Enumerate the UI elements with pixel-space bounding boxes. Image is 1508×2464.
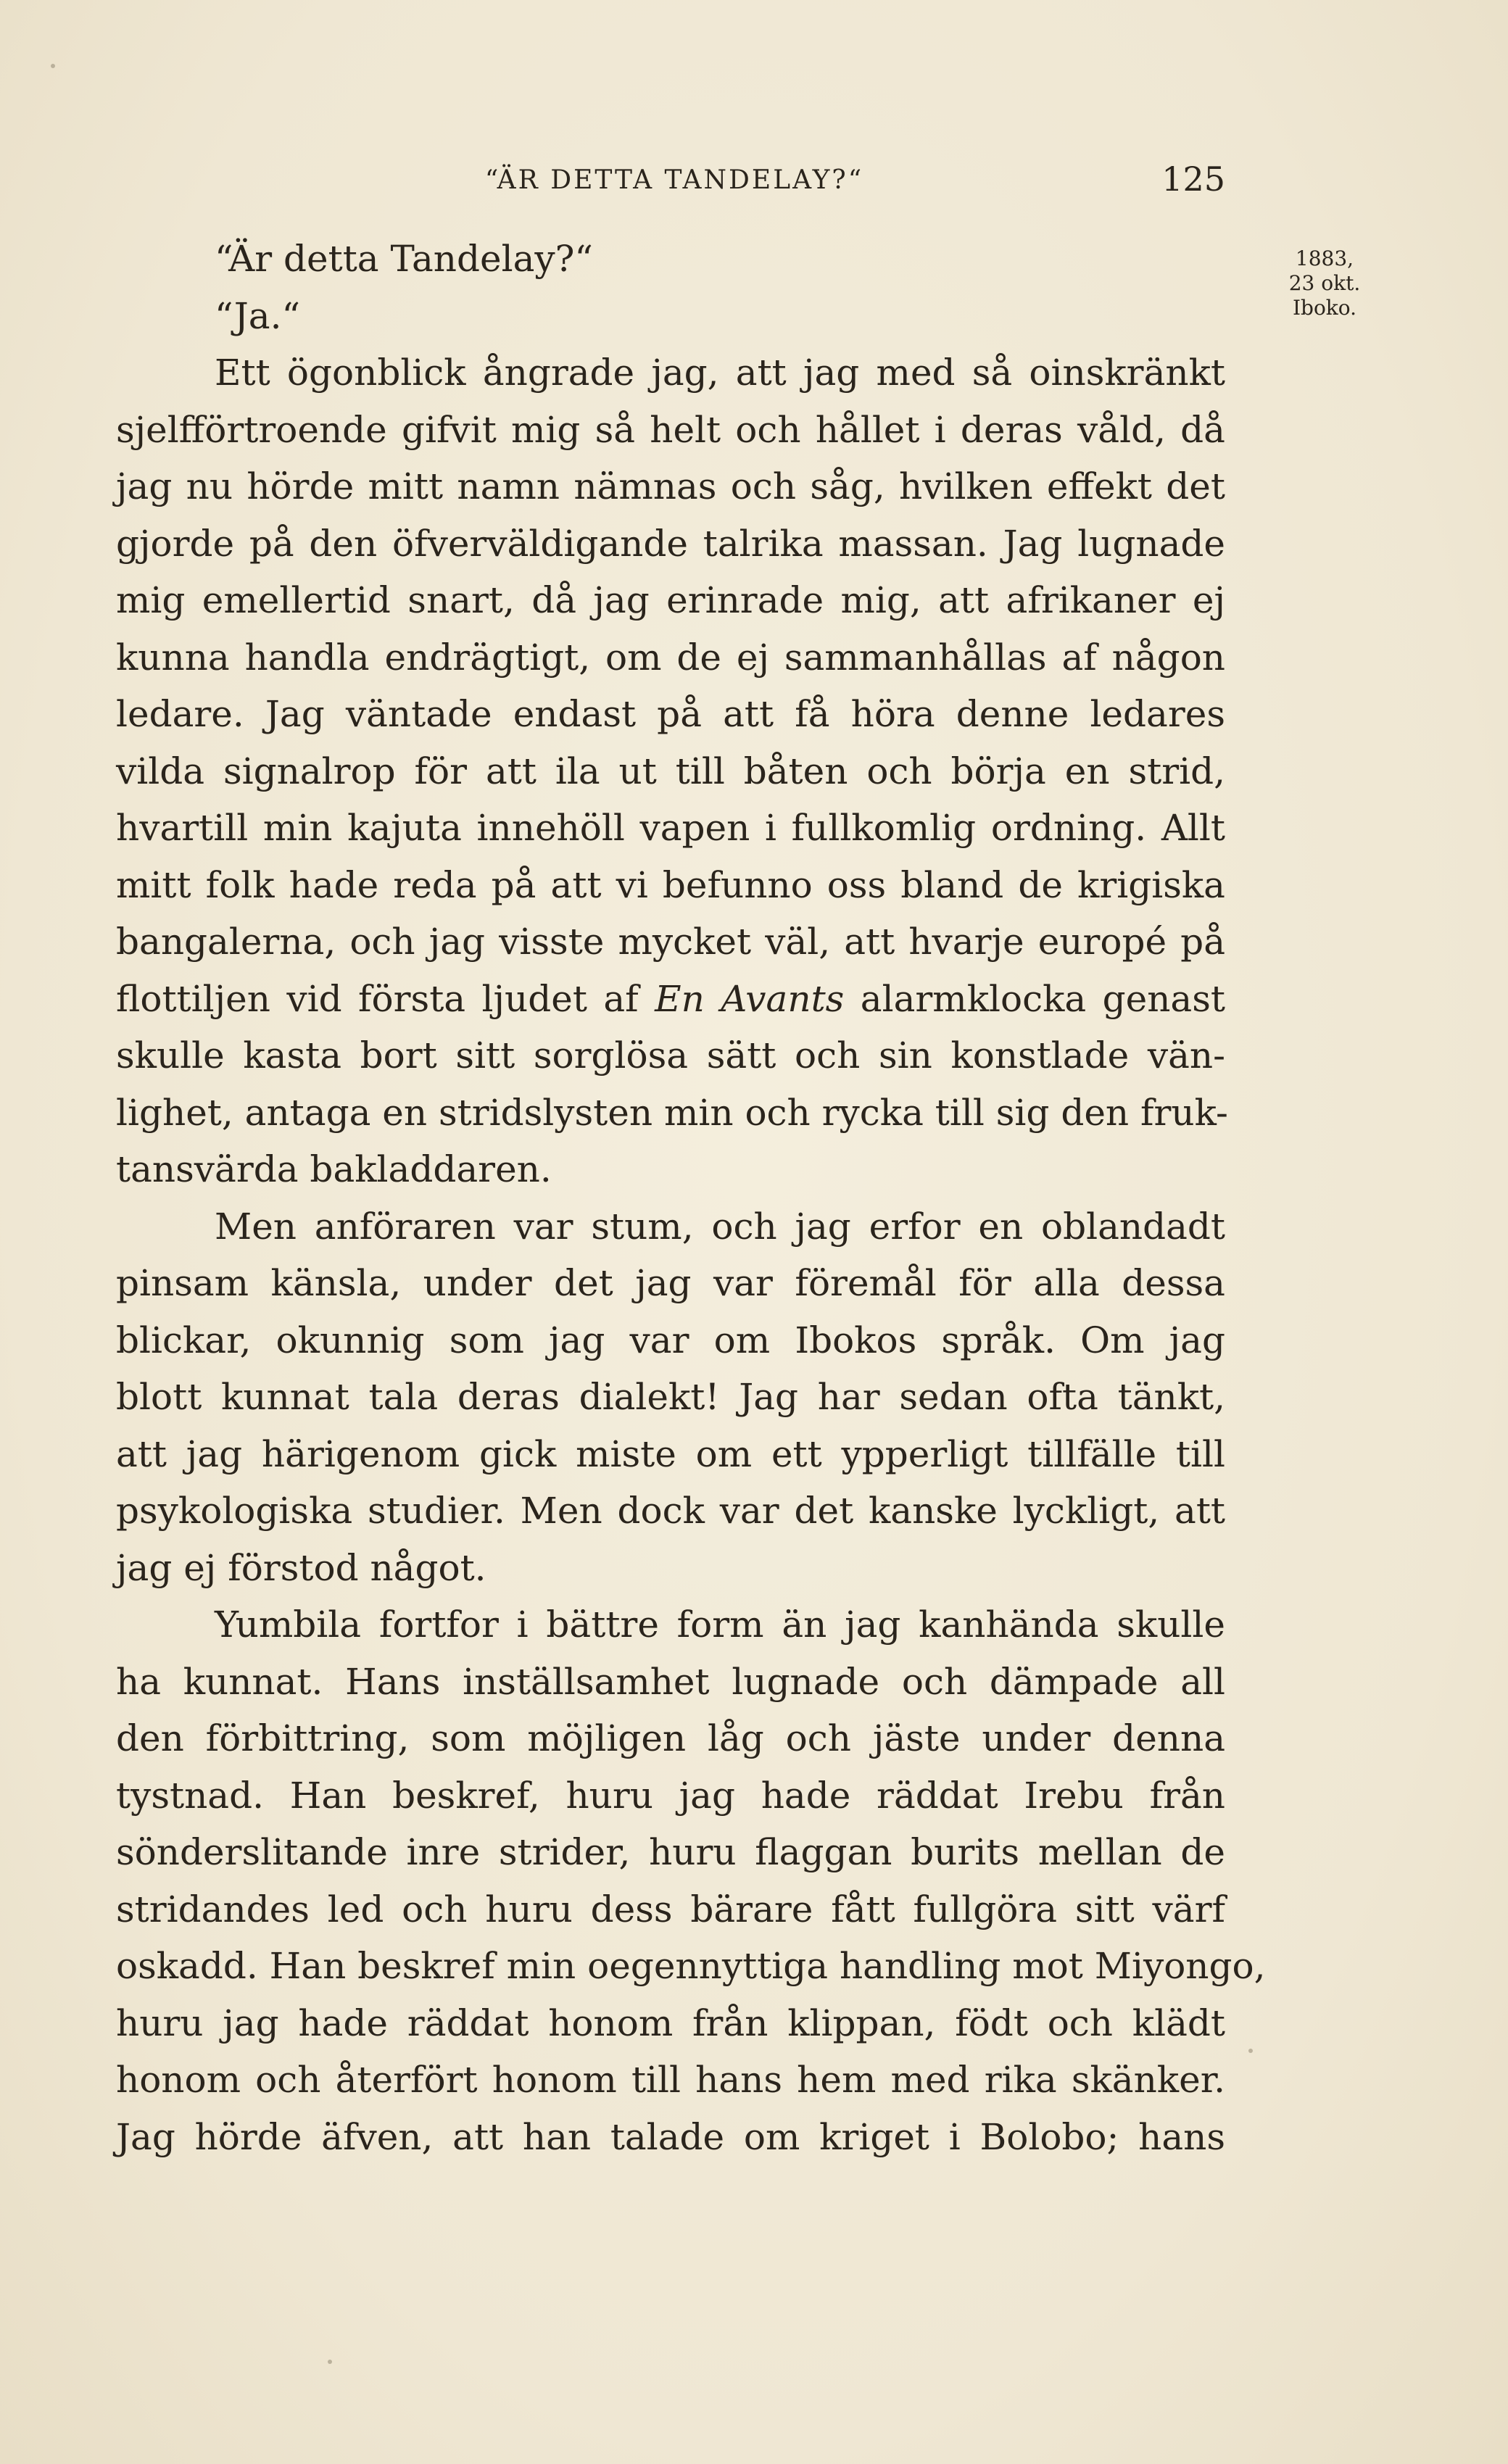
margin-note-date: 23 okt. <box>1288 271 1361 295</box>
text-line: Ett ögonblick ångrade jag, att jag med så oinskränkt <box>215 352 1225 394</box>
text-line: pinsam känsla, under det jag var föremål för alla dessa <box>116 1262 1225 1304</box>
text-line: sönderslitande inre strider, huru flaggan burits mellan de <box>116 1831 1225 1873</box>
text-line: stridandes led och huru dess bärare fått fullgöra sitt värf <box>116 1888 1225 1930</box>
paper-speck <box>328 2360 332 2364</box>
paper-speck <box>1248 2049 1253 2053</box>
text-line: hvartill min kajuta innehöll vapen i fullkomlig ordning. Allt <box>116 807 1225 849</box>
margin-note <box>1270 246 1379 320</box>
page-number: 125 <box>1161 159 1225 199</box>
text-line: kunna handla endrägtigt, om de ej sammanhållas af någon <box>116 636 1225 679</box>
text-line: “Ja.“ <box>215 294 301 337</box>
text-line: gjorde på den öfverväldigande talrika massan. Jag lugnade <box>116 522 1225 565</box>
running-head-title: “ÄR DETTA TANDELAY?“ <box>484 165 864 195</box>
text-line: huru jag hade räddat honom från klippan, födt och klädt <box>116 2002 1225 2044</box>
margin-note-year: 1883, <box>1295 246 1354 270</box>
paper-speck <box>51 64 55 68</box>
text-line: Yumbila fortfor i bättre form än jag kanhända skulle <box>215 1604 1225 1646</box>
text-line: jag nu hörde mitt namn nämnas och såg, hvilken effekt det <box>116 465 1225 507</box>
text-line: lighet, antaga en stridslysten min och rycka till sig den fruk- <box>116 1091 1228 1134</box>
text-line: “Är detta Tandelay?“ <box>215 238 593 280</box>
text-line: Men anföraren var stum, och jag erfor en oblandadt <box>215 1205 1225 1248</box>
text-line: blickar, okunnig som jag var om Ibokos språk. Om jag <box>116 1319 1225 1361</box>
text-line: ha kunnat. Hans inställsamhet lugnade och dämpade all <box>116 1660 1225 1703</box>
text-line: ledare. Jag väntade endast på att få höra denne ledares <box>116 693 1225 735</box>
text-line: skulle kasta bort sitt sorglösa sätt och sin konstlade vän- <box>116 1034 1225 1077</box>
running-head <box>123 159 1225 209</box>
text-line: sjelfförtroende gifvit mig så helt och hållet i deras våld, då <box>116 408 1225 451</box>
margin-note-place: Iboko. <box>1292 296 1357 320</box>
text-line: bangalerna, och jag visste mycket väl, att hvarje europé på <box>116 921 1225 963</box>
text-segment: flottiljen vid första ljudet af <box>116 977 639 1020</box>
body-text <box>116 231 1266 2165</box>
text-line: tystnad. Han beskref, huru jag hade räddat Irebu från <box>116 1774 1225 1817</box>
text-segment: alarmklocka genast <box>860 977 1225 1020</box>
text-line: psykologiska studier. Men dock var det kanske lyckligt, att <box>116 1490 1225 1532</box>
text-line: mitt folk hade reda på att vi befunno oss bland de krigiska <box>116 863 1225 906</box>
text-line: Jag hörde äfven, att han talade om kriget i Bolobo; hans <box>116 2115 1225 2158</box>
text-line: mig emellertid snart, då jag erinrade mig, att afrikaner ej <box>116 579 1225 621</box>
text-line: att jag härigenom gick miste om ett ypperligt tillfälle till <box>116 1432 1225 1475</box>
text-line: honom och återfört honom till hans hem med rika skänker. <box>116 2059 1225 2101</box>
text-line: blott kunnat tala deras dialekt! Jag har sedan ofta tänkt, <box>116 1376 1225 1418</box>
text-line: oskadd. Han beskref min oegennyttiga handling mot Miyongo, <box>116 1945 1266 1987</box>
text-line: tansvärda bakladdaren. <box>116 1148 552 1190</box>
text-line: jag ej förstod något. <box>116 1546 486 1589</box>
text-line-with-ship-name <box>116 971 1225 1028</box>
text-line: den förbittring, som möjligen låg och jäste under denna <box>116 1717 1225 1759</box>
text-line: vilda signalrop för att ila ut till båten och börja en strid, <box>116 750 1225 792</box>
ship-name: En Avants <box>655 977 845 1020</box>
